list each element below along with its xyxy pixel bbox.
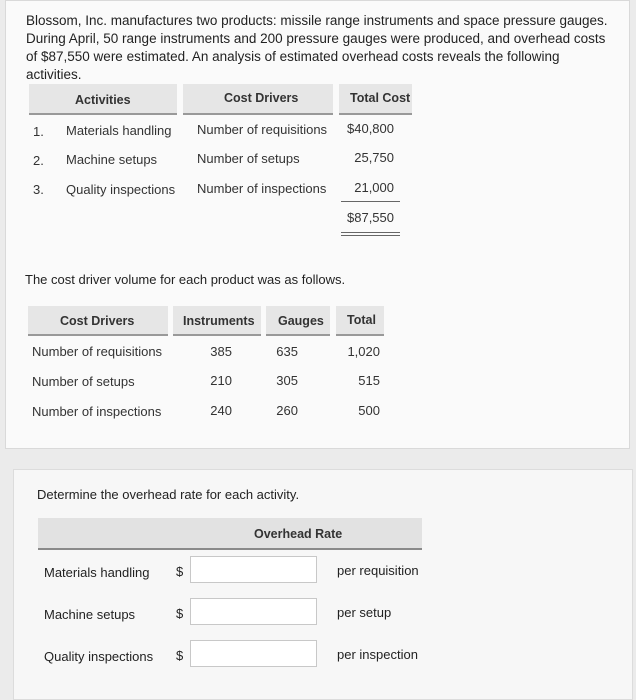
rate-row-1-currency: $ [176, 564, 184, 579]
activity-row-1-activity: Materials handling [66, 123, 172, 138]
question-panel [13, 469, 633, 700]
volume-row-3-total: 500 [358, 403, 380, 418]
materials-handling-rate-input[interactable] [190, 556, 317, 583]
rate-row-2-unit: per setup [337, 605, 392, 620]
volume-row-2-instruments: 210 [210, 373, 232, 388]
rate-row-1-unit: per requisition [337, 563, 419, 578]
cost-drivers-col-header: Cost Drivers [224, 91, 299, 105]
volume-row-1-total: 1,020 [347, 344, 380, 359]
activity-row-1-driver: Number of requisitions [197, 122, 328, 137]
volume-row-3-driver: Number of inspections [32, 404, 162, 419]
rate-row-3-unit: per inspection [337, 647, 418, 662]
overhead-rate-header-bar [38, 518, 422, 550]
intro-text: Blossom, Inc. manufactures two products: missile range instruments and space pressure gauges. During April, 50 range instruments and 200 pressure gauges were produced, and overhead costs of $87,550 were estimated. An analysis of estimated overhead costs reveals the following activities. [26, 13, 608, 82]
volume-cost-drivers-col-header: Cost Drivers [60, 314, 135, 328]
total-double-rule-2 [341, 235, 400, 236]
quality-inspections-rate-input[interactable] [190, 640, 317, 667]
activity-row-3-cost: 21,000 [354, 180, 394, 195]
subtotal-rule [341, 201, 400, 202]
activities-total-cost: $87,550 [347, 210, 394, 225]
rate-row-3-currency: $ [176, 648, 184, 663]
activity-row-2-num: 2. [33, 153, 44, 168]
volume-row-1-instruments: 385 [210, 344, 232, 359]
volume-row-2-driver: Number of setups [32, 374, 135, 389]
activity-row-2-activity: Machine setups [66, 152, 158, 167]
activity-row-3-activity: Quality inspections [66, 182, 176, 197]
activity-row-3-num: 3. [33, 182, 44, 197]
volume-row-1-driver: Number of requisitions [32, 344, 163, 359]
rate-row-1-label: Materials handling [44, 565, 150, 580]
activity-row-1-cost: $40,800 [347, 121, 394, 136]
total-cost-col-header: Total Cost [350, 91, 411, 105]
volume-row-2-gauges: 305 [276, 373, 298, 388]
activity-row-3-driver: Number of inspections [197, 181, 327, 196]
volume-row-2-total: 515 [358, 373, 380, 388]
volume-row-3-instruments: 240 [210, 403, 232, 418]
rate-row-2-currency: $ [176, 606, 184, 621]
volume-row-3-gauges: 260 [276, 403, 298, 418]
activity-row-2-driver: Number of setups [197, 151, 300, 166]
question-prompt: Determine the overhead rate for each activity. [37, 487, 300, 502]
instruments-col-header: Instruments [183, 314, 255, 328]
rate-row-3-label: Quality inspections [44, 649, 154, 664]
activity-row-2-cost: 25,750 [354, 150, 394, 165]
machine-setups-rate-input[interactable] [190, 598, 317, 625]
activities-col-header: Activities [75, 93, 131, 107]
gauges-col-header: Gauges [278, 314, 324, 328]
volume-intro-text: The cost driver volume for each product was as follows. [25, 272, 346, 287]
rate-row-2-label: Machine setups [44, 607, 136, 622]
volume-total-col-header: Total [347, 313, 376, 327]
volume-row-1-gauges: 635 [276, 344, 298, 359]
overhead-rate-col-header: Overhead Rate [254, 527, 343, 541]
activity-row-1-num: 1. [33, 124, 44, 139]
total-double-rule [341, 232, 400, 233]
